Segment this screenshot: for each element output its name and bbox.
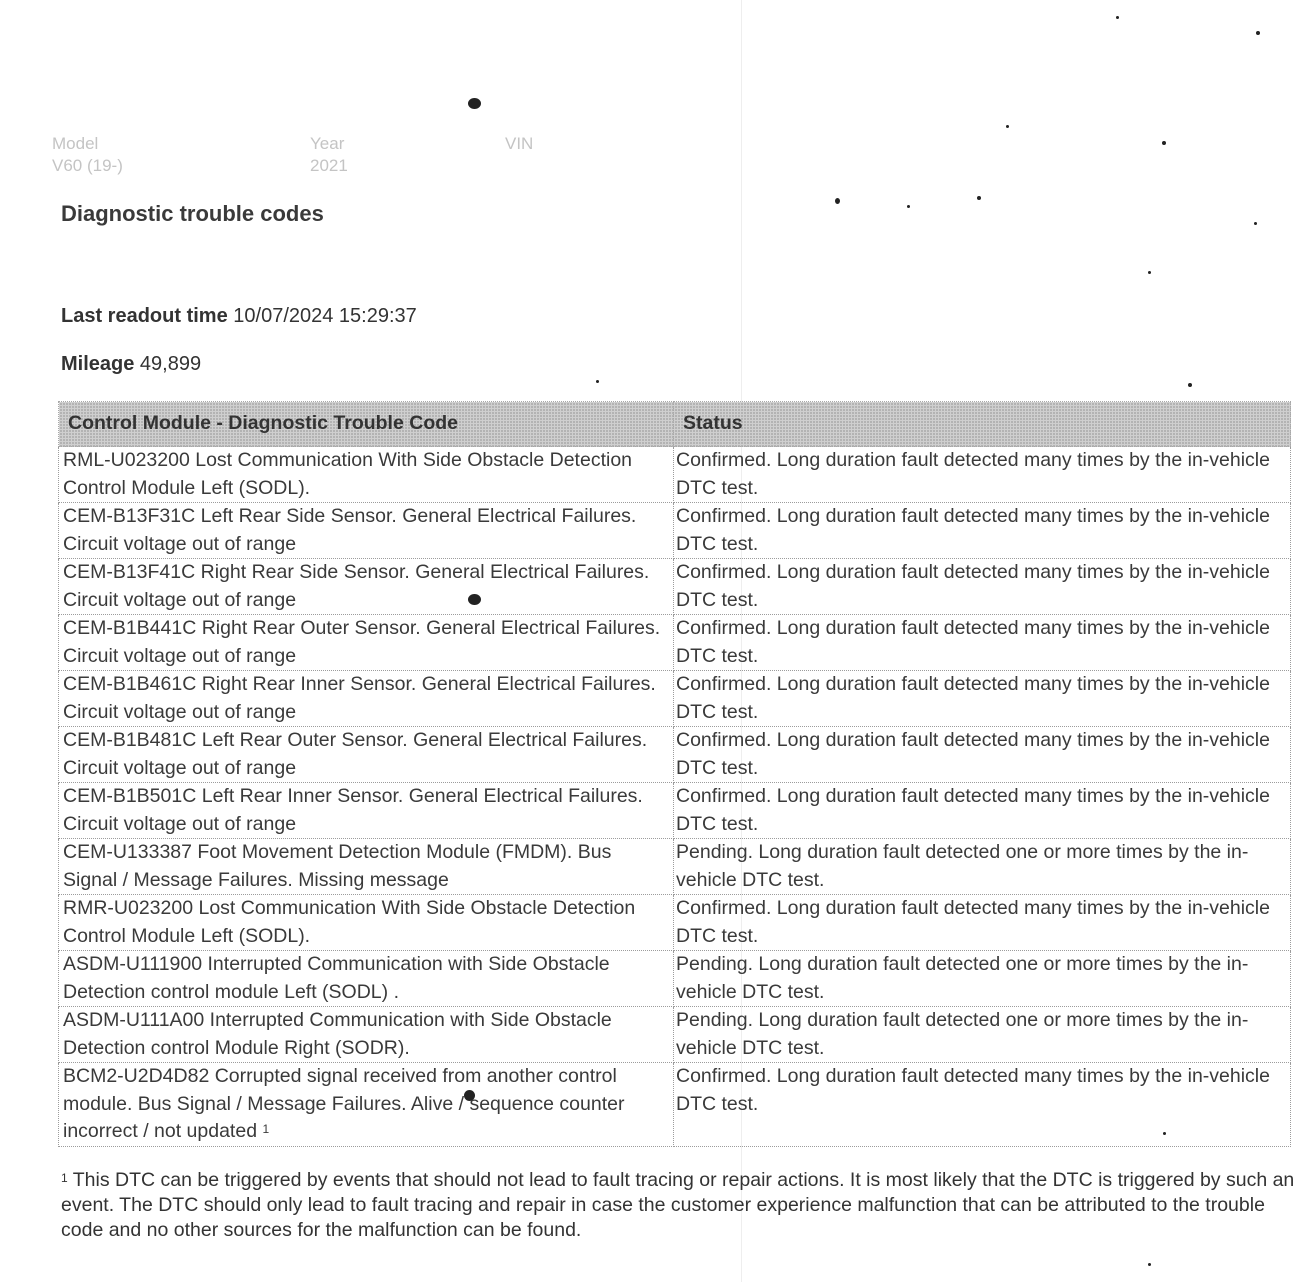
- scan-speck: [1254, 222, 1257, 225]
- dtc-status-cell: Confirmed. Long duration fault detected many times by the in-vehicle DTC test.: [674, 783, 1291, 839]
- dtc-code-text: ASDM-U111A00 Interrupted Communication with Side Obstacle Detection control Module Right (SODR).: [63, 1009, 612, 1059]
- scan-speck: [977, 196, 981, 200]
- dtc-status-cell: Pending. Long duration fault detected one or more times by the in-vehicle DTC test.: [674, 951, 1291, 1007]
- dtc-table-row: [59, 503, 1291, 559]
- footnote-text: This DTC can be triggered by events that should not lead to fault tracing or repair actions. It is most likely that the DTC is triggered by such an event. The DTC should only lead to fault tracing and repair in case the customer experience malfunction that can be attributed to the trouble code and no other sources for the malfunction can be found.: [61, 1169, 1295, 1241]
- dtc-code-cell: [59, 727, 674, 783]
- dtc-status-cell: Confirmed. Long duration fault detected many times by the in-vehicle DTC test.: [674, 503, 1291, 559]
- dtc-table-row: [59, 895, 1291, 951]
- dtc-code-text: BCM2-U2D4D82 Corrupted signal received from another control module. Bus Signal / Message Failures. Alive / sequence counter incorrect / not updated: [63, 1065, 625, 1142]
- dtc-code-text: RMR-U023200 Lost Communication With Side Obstacle Detection Control Module Left (SODL).: [63, 897, 636, 947]
- vehicle-vin: [505, 133, 533, 155]
- dtc-status-cell: Confirmed. Long duration fault detected many times by the in-vehicle DTC test.: [674, 447, 1291, 503]
- dtc-status-cell: Confirmed. Long duration fault detected many times by the in-vehicle DTC test.: [674, 615, 1291, 671]
- last-readout-time: [61, 305, 417, 328]
- dtc-code-cell: [59, 1063, 674, 1147]
- last-readout-value: 10/07/2024 15:29:37: [233, 305, 417, 327]
- dtc-code-text: CEM-B1B481C Left Rear Outer Sensor. General Electrical Failures. Circuit voltage out of range: [63, 729, 648, 779]
- vehicle-year-label: Year: [310, 134, 345, 153]
- mileage-label: Mileage: [61, 353, 135, 375]
- dtc-status-cell: Confirmed. Long duration fault detected many times by the in-vehicle DTC test.: [674, 671, 1291, 727]
- dtc-table: [58, 401, 1291, 1147]
- dtc-table-row: [59, 615, 1291, 671]
- dtc-code-text: CEM-U133387 Foot Movement Detection Module (FMDM). Bus Signal / Message Failures. Missing message: [63, 841, 612, 891]
- vehicle-model-label: Model: [52, 134, 99, 153]
- dtc-status-cell: Pending. Long duration fault detected one or more times by the in-vehicle DTC test.: [674, 1007, 1291, 1063]
- last-readout-label: Last readout time: [61, 305, 228, 327]
- dtc-code-text: CEM-B1B461C Right Rear Inner Sensor. General Electrical Failures. Circuit voltage out of range: [63, 673, 656, 723]
- dtc-table-row: [59, 447, 1291, 503]
- dtc-table-row: [59, 839, 1291, 895]
- scan-speck: [1116, 16, 1119, 19]
- dtc-status-cell: Confirmed. Long duration fault detected many times by the in-vehicle DTC test.: [674, 1063, 1291, 1147]
- scan-speck: [1006, 125, 1009, 128]
- dtc-code-text: RML-U023200 Lost Communication With Side Obstacle Detection Control Module Left (SODL).: [63, 449, 633, 499]
- dtc-code-cell: [59, 951, 674, 1007]
- vehicle-model: [52, 133, 123, 177]
- dtc-table-header-row: [59, 402, 1291, 447]
- page-title: Diagnostic trouble codes: [61, 201, 324, 226]
- dtc-table-row: [59, 1007, 1291, 1063]
- dtc-status-cell: Confirmed. Long duration fault detected many times by the in-vehicle DTC test.: [674, 727, 1291, 783]
- mileage: [61, 353, 201, 376]
- dtc-table-row: [59, 559, 1291, 615]
- dtc-code-text: ASDM-U111900 Interrupted Communication with Side Obstacle Detection control module Left (SODL) .: [63, 953, 610, 1003]
- dtc-code-cell: [59, 783, 674, 839]
- vehicle-year: [310, 133, 348, 177]
- scan-speck: [907, 205, 910, 208]
- dtc-table-row: [59, 951, 1291, 1007]
- dtc-table-body: [59, 447, 1291, 1147]
- dtc-code-cell: [59, 895, 674, 951]
- footnote-marker: 1: [61, 1171, 68, 1185]
- scan-speck: [1188, 383, 1192, 387]
- footnote: [61, 1168, 1297, 1243]
- scan-speck: [1162, 141, 1166, 145]
- dtc-code-text: CEM-B1B441C Right Rear Outer Sensor. General Electrical Failures. Circuit voltage out of range: [63, 617, 661, 667]
- dtc-table-row: [59, 1063, 1291, 1147]
- dtc-code-text: CEM-B1B501C Left Rear Inner Sensor. General Electrical Failures. Circuit voltage out of range: [63, 785, 643, 835]
- scan-speck: [1148, 1263, 1151, 1266]
- column-header-status: Status: [674, 402, 1291, 447]
- scan-speck: [468, 98, 481, 109]
- dtc-code-cell: [59, 447, 674, 503]
- dtc-status-cell: Confirmed. Long duration fault detected many times by the in-vehicle DTC test.: [674, 559, 1291, 615]
- scan-speck: [596, 380, 599, 383]
- dtc-table-row: [59, 671, 1291, 727]
- mileage-value: 49,899: [139, 353, 202, 375]
- scan-speck: [1148, 271, 1151, 274]
- vehicle-model-value: V60 (19-): [52, 156, 123, 175]
- dtc-code-text: CEM-B13F31C Left Rear Side Sensor. General Electrical Failures. Circuit voltage out of range: [63, 505, 637, 555]
- dtc-status-cell: Pending. Long duration fault detected one or more times by the in-vehicle DTC test.: [674, 839, 1291, 895]
- footnote-reference: 1: [262, 1122, 270, 1136]
- dtc-table-row: [59, 783, 1291, 839]
- dtc-table-row: [59, 727, 1291, 783]
- dtc-code-cell: [59, 839, 674, 895]
- dtc-status-cell: Confirmed. Long duration fault detected many times by the in-vehicle DTC test.: [674, 895, 1291, 951]
- vehicle-year-value: 2021: [310, 156, 348, 175]
- dtc-code-cell: [59, 1007, 674, 1063]
- column-header-dtc: Control Module - Diagnostic Trouble Code: [59, 402, 674, 447]
- dtc-code-cell: [59, 559, 674, 615]
- dtc-code-cell: [59, 671, 674, 727]
- vehicle-vin-label: VIN: [505, 134, 534, 153]
- scan-speck: [1256, 31, 1260, 35]
- dtc-code-cell: [59, 503, 674, 559]
- dtc-code-text: CEM-B13F41C Right Rear Side Sensor. General Electrical Failures. Circuit voltage out of range: [63, 561, 650, 611]
- scan-speck: [835, 198, 840, 204]
- dtc-code-cell: [59, 615, 674, 671]
